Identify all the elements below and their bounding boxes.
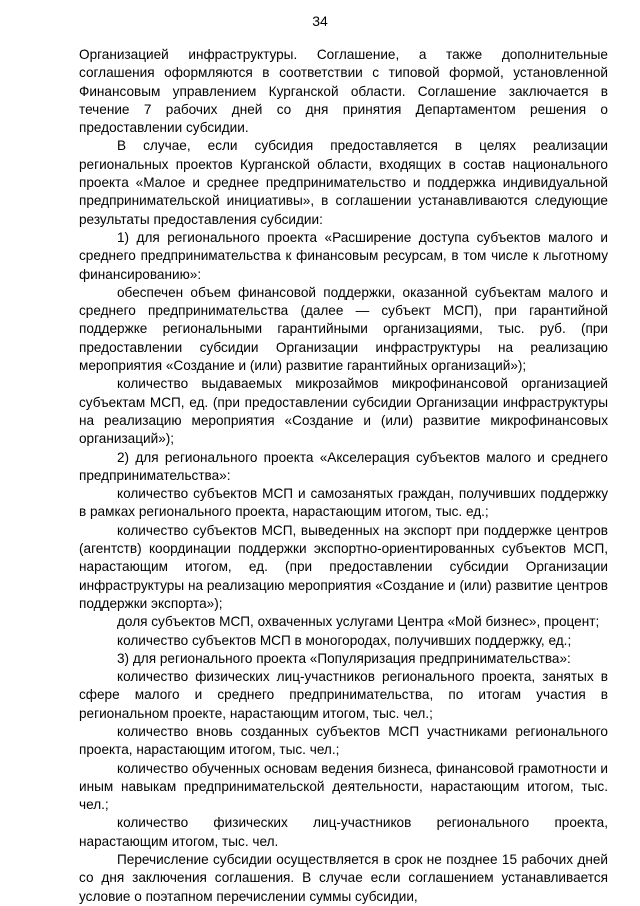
paragraph: количество субъектов МСП в моногородах, получивших поддержку, ед.; — [117, 632, 572, 648]
paragraph: количество субъектов МСП и самозанятых граждан, получивших поддержку в рамках регионального проекта, нарастающим итогом, тыс. ед.; — [79, 486, 608, 520]
paragraph: Организацией инфраструктуры. Соглашение, а также дополнительные соглашения оформляются в соответствии с типовой формой, установленной Финансовым управлением Курганской области. Соглашение заключается в течение 7 рабочих дней со дня принятия Департаментом решения о предоставлении субсидии. — [79, 47, 608, 136]
paragraph: 1) для регионального проекта «Расширение доступа субъектов малого и среднего предпринимательства к финансовым ресурсам, в том числе к льготному финансированию»: — [79, 229, 608, 282]
paragraph: доля субъектов МСП, охваченных услугами Центра «Мой бизнес», процент; — [117, 614, 600, 630]
paragraph: обеспечен объем финансовой поддержки, оказанной субъектам малого и среднего предпринимательства (далее — субъект МСП), при гарантийной поддержке региональными гарантийными организациями, тыс. руб. (при предоставлении субсидии Организации инфраструктуры на реализацию мероприятия «Создание и (или) развитие гарантийных организаций»); — [79, 284, 608, 374]
paragraph: 2) для регионального проекта «Акселерация субъектов малого и среднего предпринимательства»: — [79, 449, 608, 483]
page-number: 34 — [312, 13, 328, 29]
paragraph: 3) для регионального проекта «Популяризация предпринимательства»: — [117, 650, 571, 666]
paragraph: количество субъектов МСП, выведенных на экспорт при поддержке центров (агентств) координации поддержки экспортно-ориентированных субъектов МСП, нарастающим итогом, ед. (при предоставлении субсидии Организации инфраструктуры на реализацию мероприятия «Создание и (или) развитие центров поддержки экспорта»); — [79, 522, 608, 611]
paragraph: количество обученных основам ведения бизнеса, финансовой грамотности и иным навыкам предпринимательской деятельности, нарастающим итогом, тыс. чел.; — [79, 760, 608, 813]
paragraph: количество физических лиц-участников регионального проекта, нарастающим итогом, тыс. чел. — [79, 815, 608, 849]
paragraph: количество вновь созданных субъектов МСП участниками регионального проекта, нарастающим итогом, тыс. чел.; — [79, 723, 608, 758]
paragraph: Перечисление субсидии осуществляется в срок не позднее 15 рабочих дней со дня заключения соглашения. В случае если соглашением устанавливается условие о поэтапном перечислении суммы субсидии, — [79, 852, 608, 904]
paragraph: В случае, если субсидия предоставляется в целях реализации региональных проектов Курганской области, входящих в состав национального проекта «Малое и среднее предпринимательство и поддержка индивидуальной предпринимательской инициативы», в соглашении устанавливаются следующие результаты предоставления субсидии: — [79, 138, 608, 227]
paragraph: количество выдаваемых микрозаймов микрофинансовой организацией субъектам МСП, ед. (при предоставлении субсидии Организации инфраструктуры на реализацию мероприятия «Создание и (или) развитие микрофинансовых организаций»); — [79, 376, 608, 447]
document-body — [79, 46, 608, 906]
paragraph: количество физических лиц-участников регионального проекта, занятых в сфере малого и среднего предпринимательства, по итогам участия в региональном проекте, нарастающим итогом, тыс. чел.; — [79, 669, 608, 721]
